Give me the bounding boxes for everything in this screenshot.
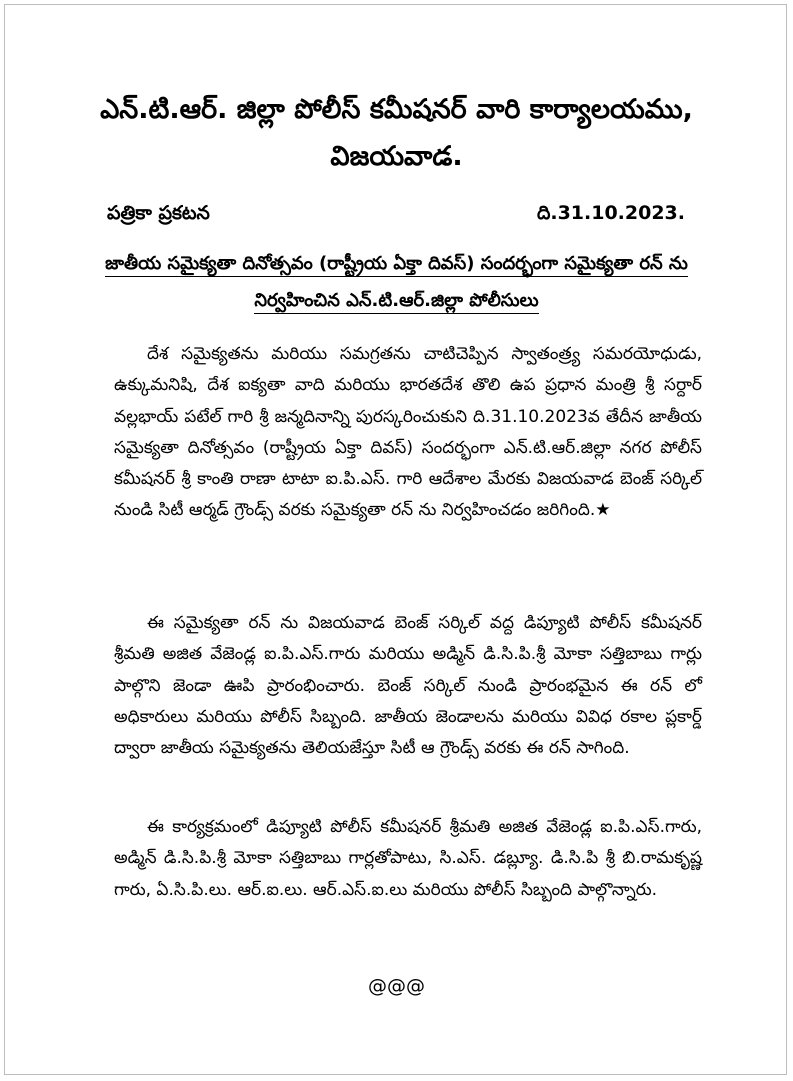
closing-mark: @@@ <box>368 975 425 997</box>
release-date: ది.31.10.2023. <box>536 202 685 224</box>
body-paragraph-1: దేశ సమైక్యతను మరియు సమగ్రతను చాటిచెప్పిన స్వాతంత్ర్య సమరయోధుడు, ఉక్కుమనిషి, దేశ ఐక్యతా వాది మరియు భారతదేశ తొలి ఉప ప్రధాన మంత్రి శ్రీ సర్దార్ వల్లభాయ్ పటేల్ గారి శ్రీ జన్మదినాన్ని పురస్కరించుకుని ది.31.10.2023వ తేదీన జాతీయ సమైక్యతా దినోత్సవం (రాష్ట్రీయ ఏక్తా దివస్) సందర్భంగా ఎన్.టి.ఆర్.జిల్లా నగర పోలీస్ కమీషనర్ శ్రీ కాంతి రాణా టాటా ఐ.పి.ఎస్. గారి ఆదేశాల మేరకు విజయవాడ బెంజ్ సర్కిల్ నుండి సిటీ ఆర్మడ్ గ్రౌండ్స్ వరకు సమైక్యతా రన్ ను నిర్వహించడం జరిగింది.★ <box>114 344 702 521</box>
headline-line2-text: నిర్వహించిన ఎన్.టి.ఆర్.జిల్లా పోలీసులు <box>254 290 538 314</box>
body-paragraph-3: ఈ కార్యక్రమంలో డిప్యూటి పోలీస్ కమీషనర్ శ్రీమతి అజిత వేజెండ్ల ఐ.పి.ఎస్.గారు, అడ్మిన్ డి.సి.పి.శ్రీ మోకా సత్తిబాబు గార్లతోపాటు, సి.ఎస్. డబ్ల్యూ. డి.సి.పి శ్రీ బి.రామకృష్ణ గారు, ఏ.సి.పి.లు. ఆర్.ఐ.లు. ఆర్.ఎస్.ఐ.లు మరియు పోలీస్ సిబ్బంది పాల్గొన్నారు. <box>114 817 702 900</box>
body-paragraph-2: ఈ సమైక్యతా రన్ ను విజయవాడ బెంజ్ సర్కిల్ వద్ద డిప్యూటి పోలీస్ కమీషనర్ శ్రీమతి అజిత వేజెండ్ల ఐ.పి.ఎస్.గారు మరియు అడ్మిన్ డి.సి.పి.శ్రీ మోకా సత్తిబాబు గార్లు పాల్గొని జెండా ఊపి ప్రారంభించారు. బెంజ్ సర్కిల్ నుండి ప్రారంభమైన ఈ రన్ లో అధికారులు మరియు పోలీస్ సిబ్బంది. జాతీయ జెండాలను మరియు వివిధ రకాల ప్లకార్డ్ ద్వారా జాతీయ సమైక్యతను తెలియజేస్తూ సిటీ ఆ గ్రౌండ్స్ వరకు ఈ రన్ సాగింది. <box>114 613 702 759</box>
headline-line1-text: జాతీయ సమైక్యతా దినోత్సవం (రాష్ట్రీయ ఏక్తా దివస్) సందర్భంగా సమైక్యతా రన్ ను <box>105 253 688 277</box>
office-title-line1: ఎన్.టి.ఆర్. జిల్లా పోలీస్ కమీషనర్ వారి కార్యాలయము, <box>100 94 693 125</box>
office-title-line2: విజయవాడ. <box>330 141 463 172</box>
press-release-label: పత్రికా ప్రకటన <box>107 202 210 224</box>
headline-line2 <box>90 288 703 314</box>
headline-line1 <box>90 251 703 277</box>
